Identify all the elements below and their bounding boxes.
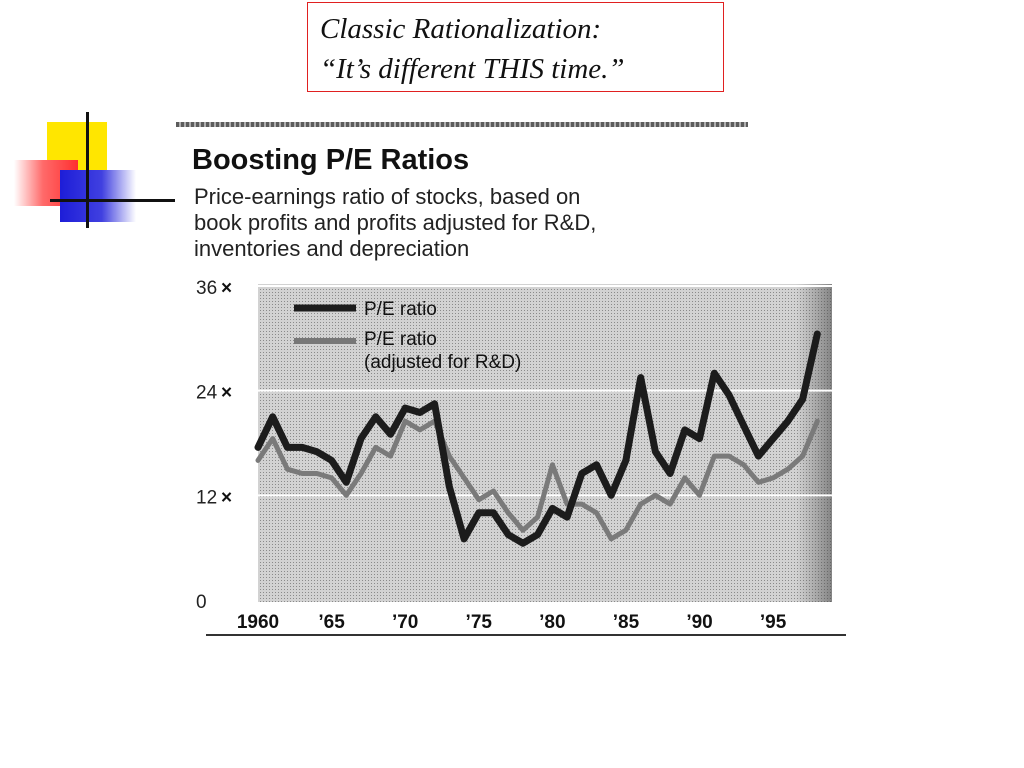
slide-title-line-2: “It’s different THIS time.” [320,53,625,85]
y-tick-marker-24: × [221,382,233,404]
plot-background [258,284,832,602]
y-tick-label-0: 0 [196,592,207,613]
chart-title: Boosting P/E Ratios [192,144,470,176]
y-tick-marker-36: × [221,278,233,299]
decorative-blue-square [60,170,136,222]
x-tick-label-1965: ’65 [318,612,345,633]
slide-title-line-1: Classic Rationalization: [320,13,602,45]
chart-plot [176,118,848,648]
x-tick-label-1975: ’75 [465,612,492,633]
x-tick-label-1970: ’70 [391,612,419,633]
y-tick-label-36: 36 [196,278,218,299]
chart-subtitle-line-1: Price-earnings ratio of stocks, based on [194,184,581,209]
legend-label-pe-ratio: P/E ratio [364,299,437,320]
decorative-horizontal-line [50,199,175,202]
x-tick-label-1960: 1960 [236,612,280,633]
x-tick-label-1985: ’85 [612,612,640,633]
legend-label-pe-ratio-adjusted: P/E ratio [364,329,437,350]
y-tick-marker-12: × [221,487,233,509]
y-tick-label-12: 12 [196,487,218,509]
chart-subtitle-line-2: book profits and profits adjusted for R&D, [194,210,597,235]
chart-clipping [176,118,848,648]
y-tick-label-24: 24 [196,382,218,404]
chart-subtitle-line-3: inventories and depreciation [194,236,470,261]
plot-right-edge-shadow [796,284,832,602]
x-tick-label-1995: ’95 [759,612,787,633]
slide-title-box [307,2,724,92]
decorative-vertical-line [86,112,89,228]
legend-label-pe-ratio-adjusted-sub: (adjusted for R&D) [364,352,522,373]
x-tick-label-1990: ’90 [686,612,713,633]
x-tick-label-1980: ’80 [539,612,566,633]
